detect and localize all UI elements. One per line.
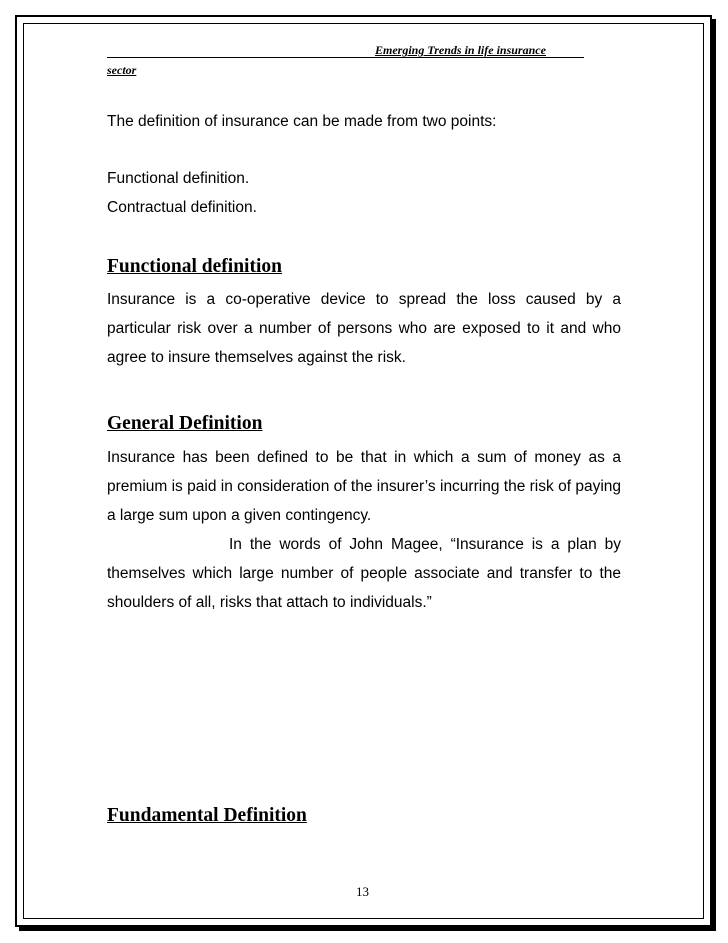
running-header-title: Emerging Trends in life insurance [375, 43, 546, 57]
paragraph-general-definition: Insurance has been defined to be that in which a sum of money as a premium is paid in consideration of the insurer’s incurring the risk of paying a large sum upon a given contingency. [107, 449, 621, 524]
quote-john-magee [107, 530, 621, 617]
intro-text: The definition of insurance can be made from two points: [107, 113, 497, 130]
page-border-shadow-right [712, 19, 716, 931]
heading-functional-definition: Functional definition [107, 256, 282, 277]
running-header-title-continued: sector [107, 63, 137, 77]
point-functional: Functional definition. [107, 170, 250, 187]
point-contractual: Contractual definition. [107, 199, 257, 216]
heading-fundamental-definition: Fundamental Definition [107, 805, 307, 826]
paragraph-functional-definition: Insurance is a co-operative device to spread the loss caused by a particular risk over a number of persons who are exposed to it and who agree to insure themselves against the risk. [107, 291, 621, 366]
quote-text: In the words of John Magee, “Insurance is a plan by themselves which large number of people associate and transfer to the shoulders of all, risks that attach to individuals.” [107, 536, 621, 611]
page-border-shadow-bottom [19, 927, 716, 931]
page-number: 13 [356, 884, 369, 899]
heading-general-definition: General Definition [107, 413, 263, 434]
